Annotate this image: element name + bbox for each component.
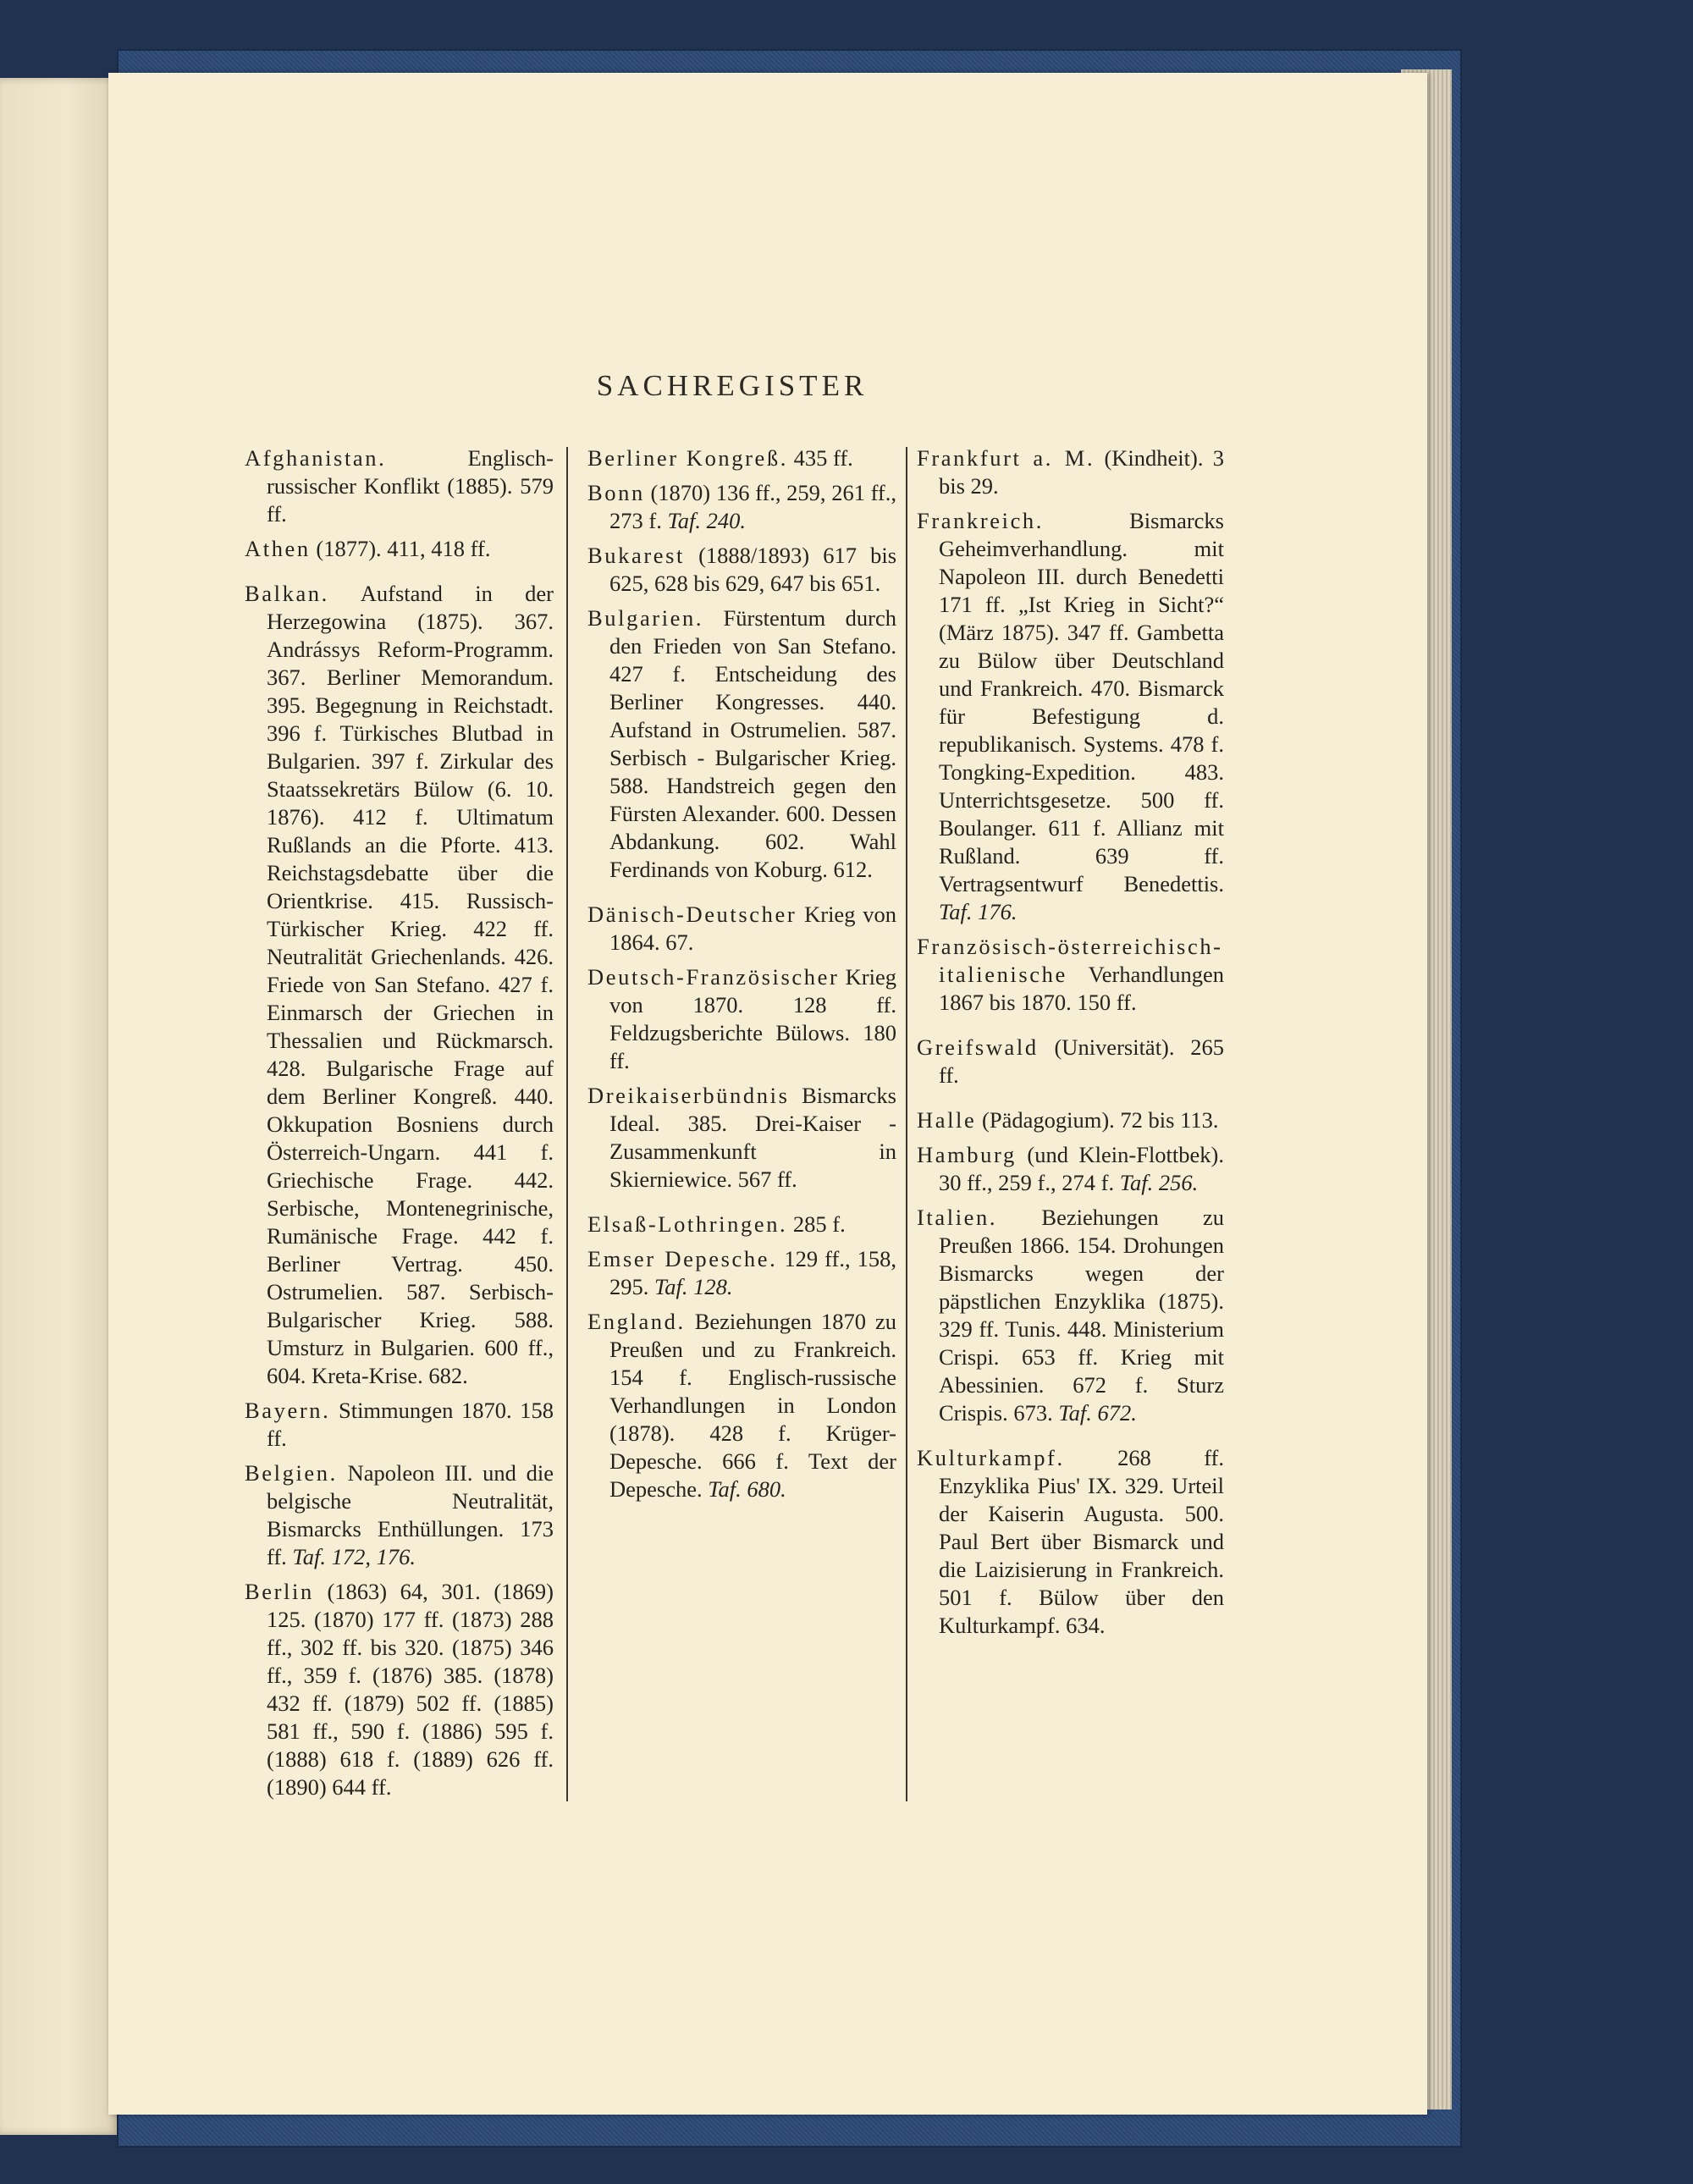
index-term: Greifswald [917,1034,1039,1060]
index-term: Emser Depesche. [587,1246,778,1271]
index-entry [245,444,554,528]
index-text: (1877). 411, 418 ff. [316,536,491,561]
index-term: Elsaß-Lothringen. [587,1211,788,1237]
index-term: Athen [245,536,311,561]
index-text: Beziehungen zu Preußen 1866. 154. Drohungen Bismarcks wegen der päpstlichen Enzyklika (1875). 329 ff. Tunis. 448. Ministerium Crispi. 653 ff. Krieg mit Abessinien. 672 f. Sturz Crispis. 673. [939,1205,1224,1426]
index-entry [587,963,896,1075]
index-entry [587,542,896,598]
index-entry [917,1106,1224,1134]
index-entry [917,933,1224,1017]
index-text: 129 ff., 158, 295. [609,1246,896,1299]
plate-reference: Taf. 680. [708,1476,786,1502]
index-text: Stimmungen 1870. 158 ff. [267,1398,554,1451]
plate-reference: Taf. 176. [939,899,1017,924]
plate-reference: Taf. 128. [654,1274,733,1299]
index-entry [587,1245,896,1301]
index-text: Krieg von 1864. 67. [609,902,897,955]
page-title: SACHREGISTER [596,369,869,402]
index-term: Berlin [245,1579,314,1604]
index-entry [245,580,554,1390]
index-entry [917,1444,1224,1640]
plate-reference: Taf. 672. [1058,1400,1137,1426]
index-text: Aufstand in der Herzegowina (1875). 367. Andrássys Reform-Programm. 367. Berliner Memorandum. 395. Begegnung in Reichstadt. 396 f. Türkisches Blutbad in Bulgarien. 397 f. Zirkular des Staatssekretärs Bülow (6. 10. 1876). 412 f. Ultimatum Rußlands an die Pforte. 413. Reichstagsdebatte über die Orientkrise. 415. Russisch-Türkischer Krieg. 422 ff. Neutralität Griechenlands. 426. Friede von San Stefano. 427 f. Einmarsch der Griechen in Thessalien und Rückmarsch. 428. Bulgarische Frage auf dem Berliner Kongreß. 440. Okkupation Bosniens durch Österreich-Ungarn. 441 f. Griechische Frage. 442. Serbische, Montenegrinische, Rumänische Frage. 442 f. Berliner Vertrag. 450. Ostrumelien. 587. Serbisch-Bulgarischer Krieg. 588. Umsturz in Bulgarien. 600 ff., 604. Kreta-Krise. 682. [267,581,554,1388]
index-term: Bayern. [245,1398,331,1423]
index-term: England. [587,1309,686,1334]
plate-reference: Taf. 256. [1119,1170,1199,1195]
plate-reference: Taf. 172, 176. [292,1544,416,1569]
index-text: 268 ff. Enzyklika Pius' IX. 329. Urteil der Kaiserin Augusta. 500. Paul Bert über Bismarck und die Laizisierung in Frankreich. 501 f. Bülow über den Kulturkampf. 634. [939,1445,1225,1638]
index-term: Afghanistan. [245,445,387,471]
index-entry [245,535,554,563]
column-divider [566,447,568,1801]
index-text: 285 f. [792,1211,846,1237]
index-entry [587,901,896,957]
index-term: Dreikaiserbündnis [587,1083,790,1108]
index-entry [917,1204,1224,1427]
index-text: (und Klein-Flottbek). 30 ff., 259 f., 274 f. [939,1142,1224,1195]
index-entry [245,1578,554,1801]
index-text: Napoleon III. und die belgische Neutralität, Bismarcks Enthüllungen. 173 ff. [267,1460,554,1569]
index-text: Verhandlungen 1867 bis 1870. 150 ff. [939,962,1224,1015]
index-entry [587,1211,896,1238]
index-column-3 [917,444,1224,1646]
index-entry [245,1397,554,1453]
index-term: Kulturkampf. [917,1445,1065,1470]
index-text: Beziehungen 1870 zu Preußen und zu Frankreich. 154 f. Englisch-russische Verhandlungen in London (1878). 428 f. Krüger-Depesche. 666 f. Text der Depesche. [609,1309,896,1502]
index-text: (1870) 136 ff., 259, 261 ff., 273 f. [609,480,896,533]
index-text: Bismarcks Ideal. 385. Drei-Kaiser - Zusammenkunft in Skierniewice. 567 ff. [609,1083,896,1192]
index-term: Bonn [587,480,645,505]
index-term: Italien. [917,1205,998,1230]
index-text: Fürstentum durch den Frieden von San Stefano. 427 f. Entscheidung des Berliner Kongresses. 440. Aufstand in Ostrumelien. 587. Serbisch - Bulgarischer Krieg. 588. Handstreich gegen den Fürsten Alexander. 600. Dessen Abdankung. 602. Wahl Ferdinands von Koburg. 612. [609,605,896,882]
index-text: Krieg von 1870. 128 ff. Feldzugsberichte Bülows. 180 ff. [609,964,896,1073]
index-term: Frankreich. [917,508,1045,533]
index-term: Frankfurt a. M. [917,445,1095,471]
index-text: (Universität). 265 ff. [939,1034,1224,1088]
index-text: (Pädagogium). 72 bis 113. [982,1107,1219,1133]
index-term: Belgien. [245,1460,338,1486]
index-column-1 [245,444,554,1808]
column-divider [906,447,907,1801]
index-text: (Kindheit). 3 bis 29. [939,445,1224,499]
index-term: Balkan. [245,581,329,606]
index-entry [587,479,896,535]
index-text: Bismarcks Geheimverhandlung. mit Napoleon III. durch Benedetti 171 ff. „Ist Krieg in Sicht?“ (März 1875). 347 ff. Gambetta zu Bülow über Deutschland und Frankreich. 470. Bismarck für Befestigung d. republikanisch. Systems. 478 f. Tongking-Expedition. 483. Unterrichtsgesetze. 500 ff. Boulanger. 611 f. Allianz mit Rußland. 639 ff. Vertragsentwurf Benedettis. [939,508,1224,896]
index-text: (1888/1893) 617 bis 625, 628 bis 629, 647 bis 651. [609,543,897,596]
index-term: Halle [917,1107,977,1133]
index-term: Bulgarien. [587,605,704,631]
index-term: Deutsch-Französischer [587,964,840,990]
index-term: Dänisch-Deutscher [587,902,797,927]
index-entry [587,1082,896,1194]
index-text: (1863) 64, 301. (1869) 125. (1870) 177 ff. (1873) 288 ff., 302 ff. bis 320. (1875) 346 ff., 359 f. (1876) 385. (1878) 432 ff. (1879) 502 ff. (1885) 581 ff., 590 f. (1886) 595 f. (1888) 618 f. (1889) 626 ff. (1890) 644 ff. [267,1579,554,1800]
index-term: Berliner Kongreß. [587,445,788,471]
plate-reference: Taf. 240. [667,508,746,533]
index-entry [587,604,896,884]
index-text: Englisch-russischer Konflikt (1885). 579 ff. [267,445,554,527]
index-entry [917,507,1224,926]
index-entry [587,1308,896,1503]
index-term: Hamburg [917,1142,1017,1167]
index-entry [917,1141,1224,1197]
index-column-2 [587,444,896,1510]
index-entry [587,444,896,472]
index-term: Französisch-österreichisch-italienische [917,934,1223,987]
index-term: Bukarest [587,543,685,568]
index-text: 435 ff. [793,445,853,471]
index-entry [245,1459,554,1571]
index-entry [917,1034,1224,1089]
index-entry [917,444,1224,500]
